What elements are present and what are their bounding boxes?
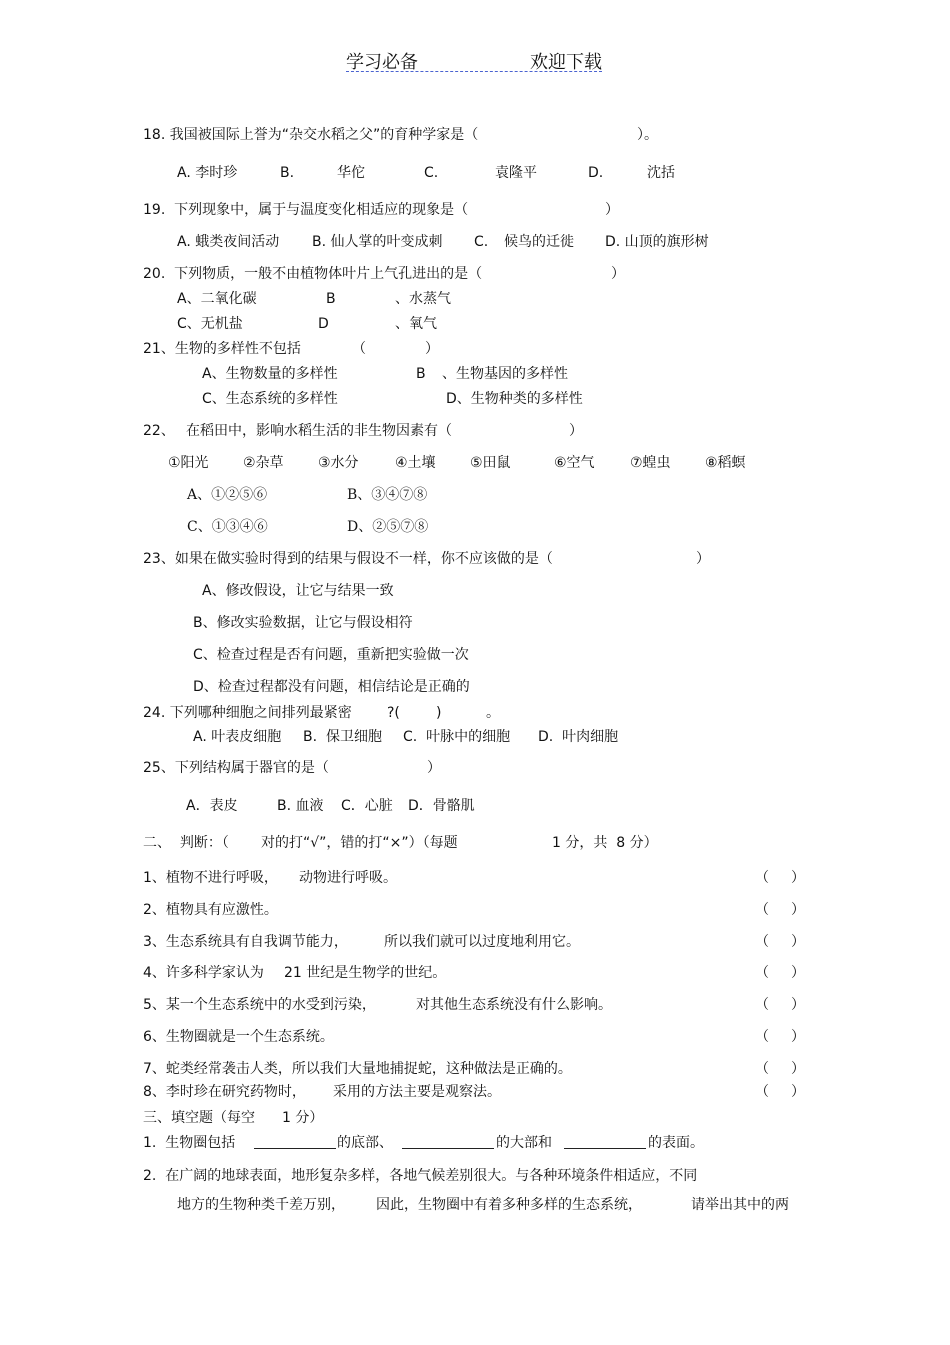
q22-item-8: ⑧稻螟	[705, 455, 746, 471]
judge-paren-2-left: （	[755, 902, 769, 918]
q24-mark: ?(	[387, 705, 400, 721]
q18-option-d: D.	[588, 165, 604, 181]
q22-item-4: ④土壤	[395, 455, 436, 471]
q23-stem: 23、如果在做实验时得到的结果与假设不一样，你不应该做的是（	[143, 551, 553, 567]
judge-paren-2-right: ）	[791, 902, 805, 918]
judge-paren-5-left: （	[755, 997, 769, 1013]
judge-paren-6-left: （	[755, 1029, 769, 1045]
judge-item-1-b: 动物进行呼吸。	[299, 870, 397, 886]
q18-end: ）。	[637, 127, 658, 143]
judge-item-4-a: 4、许多科学家认为	[143, 965, 264, 981]
q18-option-b: B.	[280, 165, 295, 181]
q19-end: ）	[605, 202, 619, 218]
q25-option-a: A．表皮	[186, 798, 238, 814]
q23-option-a: A、修改假设，让它与结果一致	[202, 583, 394, 599]
q20-option-d: D	[318, 316, 329, 332]
q23-option-b: B、修改实验数据，让它与假设相符	[193, 615, 413, 631]
q19-option-c-text: 候鸟的迁徙	[504, 234, 574, 250]
q23-option-d: D、检查过程都没有问题，相信结论是正确的	[193, 679, 470, 695]
q22-end: ）	[569, 423, 583, 439]
q22-item-3: ③水分	[318, 455, 359, 471]
header-left: 学习必备	[346, 52, 418, 73]
q20-option-b: B	[326, 291, 336, 307]
header-right: 欢迎下载	[530, 52, 602, 73]
q21-option-a: A、生物数量的多样性	[202, 366, 338, 382]
q23-end: ）	[696, 551, 710, 567]
q25-option-b: B. 血液	[277, 798, 324, 814]
header-underline	[346, 71, 602, 72]
q22-item-1: ①阳光	[168, 455, 209, 471]
q18-option-b-text: 华佗	[337, 165, 365, 181]
q19-option-a: A. 蛾类夜间活动	[177, 234, 280, 250]
q21-option-b: B	[416, 366, 426, 382]
judge-item-7-a: 7、蛇类经常袭击人类，所以我们大量地捕捉蛇，这种做法是正确的。	[143, 1061, 572, 1077]
judge-item-5-b: 对其他生态系统没有什么影响。	[416, 997, 612, 1013]
judge-item-3-b: 所以我们就可以过度地利用它。	[384, 934, 580, 950]
judge-item-1-a: 1、植物不进行呼吸，	[143, 870, 278, 886]
q22-item-2: ②杂草	[243, 455, 284, 471]
q22-number: 22、	[143, 423, 175, 439]
judge-item-2-a: 2、植物具有应激性。	[143, 902, 278, 918]
q22-stem: 在稻田中，影响水稻生活的非生物因素有（	[186, 423, 452, 439]
judge-item-8-b: 采用的方法主要是观察法。	[333, 1084, 501, 1100]
judge-paren-3-right: ）	[791, 934, 805, 950]
judge-item-6-a: 6、生物圈就是一个生态系统。	[143, 1029, 334, 1045]
judge-paren-4-right: ）	[791, 965, 805, 981]
judge-paren-5-right: ）	[791, 997, 805, 1013]
q19-stem: 19. 下列现象中，属于与温度变化相适应的现象是（	[143, 202, 469, 218]
fill-q2-line2-c: 请举出其中的两	[691, 1197, 789, 1213]
q22-option-d: D、②⑤⑦⑧	[347, 519, 429, 535]
q24-option-a: A. 叶表皮细胞	[193, 729, 282, 745]
fill-q1-b: 的底部、	[337, 1135, 393, 1151]
q21-option-b-text: 、生物基因的多样性	[442, 366, 568, 382]
q24-stem: 24. 下列哪种细胞之间排列最紧密	[143, 705, 352, 721]
judge-paren-8-left: （	[755, 1084, 769, 1100]
judge-paren-6-right: ）	[791, 1029, 805, 1045]
fill-q1-c: 的大部和	[496, 1135, 552, 1151]
q20-option-a: A、二氧化碳	[177, 291, 257, 307]
judge-paren-3-left: （	[755, 934, 769, 950]
q19-option-b: B. 仙人掌的叶变成刺	[312, 234, 443, 250]
q25-end: ）	[427, 760, 441, 776]
section3-title-a: 三、填空题（每空	[143, 1110, 255, 1126]
section2-title-a: 二、 判断：（	[143, 835, 229, 851]
judge-paren-7-left: （	[755, 1061, 769, 1077]
judge-paren-8-right: ）	[791, 1084, 805, 1100]
q22-item-5: ⑤田鼠	[470, 455, 511, 471]
q20-end: ）	[611, 266, 625, 282]
fill-q1-blank-1[interactable]	[254, 1134, 336, 1154]
q22-option-c: C、①③④⑥	[187, 519, 268, 535]
q18-option-c-text: 袁隆平	[495, 165, 537, 181]
q23-option-c: C、检查过程是否有问题，重新把实验做一次	[193, 647, 469, 663]
q22-item-6: ⑥空气	[554, 455, 595, 471]
q25-option-c: C．心脏	[341, 798, 393, 814]
fill-q1-d: 的表面。	[648, 1135, 704, 1151]
q20-stem: 20. 下列物质，一般不由植物体叶片上气孔进出的是（	[143, 266, 483, 282]
q19-option-c: C.	[474, 234, 489, 250]
q25-stem: 25、下列结构属于器官的是（	[143, 760, 329, 776]
q21-option-d: D、生物种类的多样性	[446, 391, 583, 407]
judge-paren-1-right: ）	[791, 870, 805, 886]
q20-option-d-text: 、氧气	[395, 316, 437, 332]
q24-end: )	[436, 705, 442, 721]
fill-q2-line2-a: 地方的生物种类千差万别，	[177, 1197, 345, 1213]
judge-paren-7-right: ）	[791, 1061, 805, 1077]
judge-paren-1-left: （	[755, 870, 769, 886]
section3-title-b: 1 分）	[282, 1110, 324, 1126]
q22-item-7: ⑦蝗虫	[630, 455, 671, 471]
fill-q2-line1: 2. 在广阔的地球表面，地形复杂多样，各地气候差别很大。与各种环境条件相适应，不同	[143, 1168, 698, 1184]
section2-title-b: 对的打“√”，错的打“×”）（每题	[261, 835, 458, 851]
fill-q1-a: 1. 生物圈包括	[143, 1135, 236, 1151]
fill-q1-blank-3[interactable]	[564, 1134, 646, 1154]
fill-q1-blank-2[interactable]	[402, 1134, 494, 1154]
q22-option-b: B、③④⑦⑧	[347, 487, 428, 503]
judge-item-8-a: 8、李时珍在研究药物时，	[143, 1084, 306, 1100]
page-header	[0, 46, 950, 76]
q21-stem: 21、生物的多样性不包括	[143, 341, 301, 357]
q20-option-b-text: 、水蒸气	[395, 291, 451, 307]
q18-option-a: A. 李时珍	[177, 165, 238, 181]
fill-q2-line2-b: 因此，生物圈中有着多种多样的生态系统，	[376, 1197, 642, 1213]
q22-option-a: A、①②⑤⑥	[187, 487, 268, 503]
q18-option-c: C.	[424, 165, 439, 181]
q21-paren-left: （	[352, 341, 366, 357]
q24-option-b: B. 保卫细胞	[303, 729, 382, 745]
q24-period: 。	[486, 705, 500, 721]
q24-option-c: C. 叶脉中的细胞	[403, 729, 511, 745]
q18-option-d-text: 沈括	[647, 165, 675, 181]
judge-item-3-a: 3、生态系统具有自我调节能力，	[143, 934, 348, 950]
q21-paren-right: ）	[425, 341, 439, 357]
q25-option-d: D．骨骼肌	[408, 798, 475, 814]
section2-title-c: 1 分，共 8 分）	[552, 835, 658, 851]
q19-option-d: D. 山顶的旗形树	[605, 234, 709, 250]
judge-paren-4-left: （	[755, 965, 769, 981]
q18-stem: 18. 我国被国际上誉为“杂交水稻之父”的育种学家是（	[143, 127, 479, 143]
q21-option-c: C、生态系统的多样性	[202, 391, 338, 407]
q20-option-c: C、无机盐	[177, 316, 243, 332]
judge-item-5-a: 5、某一个生态系统中的水受到污染，	[143, 997, 376, 1013]
q24-option-d: D. 叶肉细胞	[538, 729, 619, 745]
judge-item-4-b: 21 世纪是生物学的世纪。	[284, 965, 447, 981]
